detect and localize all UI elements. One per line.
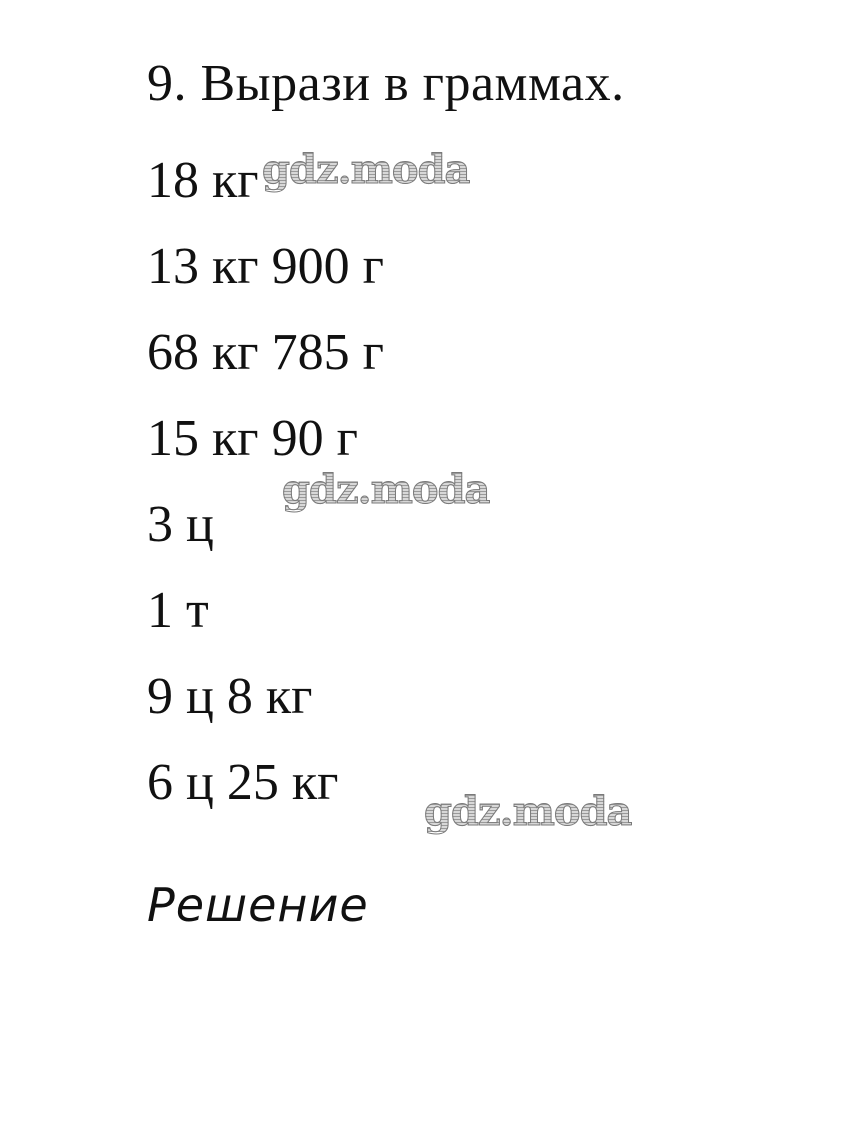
watermark-1: gdz.moda <box>262 146 470 193</box>
exercise-item-1: 18 кг <box>147 152 259 209</box>
exercise-title: 9. Вырази в граммах. <box>147 55 625 112</box>
exercise-item-7: 9 ц 8 кг <box>147 668 313 725</box>
exercise-item-3: 68 кг 785 г <box>147 324 384 381</box>
exercise-item-8: 6 ц 25 кг <box>147 754 339 811</box>
exercise-item-6: 1 т <box>147 582 209 639</box>
exercise-item-2: 13 кг 900 г <box>147 238 384 295</box>
watermark-2: gdz.moda <box>282 466 490 513</box>
solution-label: Решение <box>147 878 369 932</box>
exercise-item-5: 3 ц <box>147 496 214 553</box>
exercise-item-4: 15 кг 90 г <box>147 410 358 467</box>
watermark-3: gdz.moda <box>424 788 632 835</box>
